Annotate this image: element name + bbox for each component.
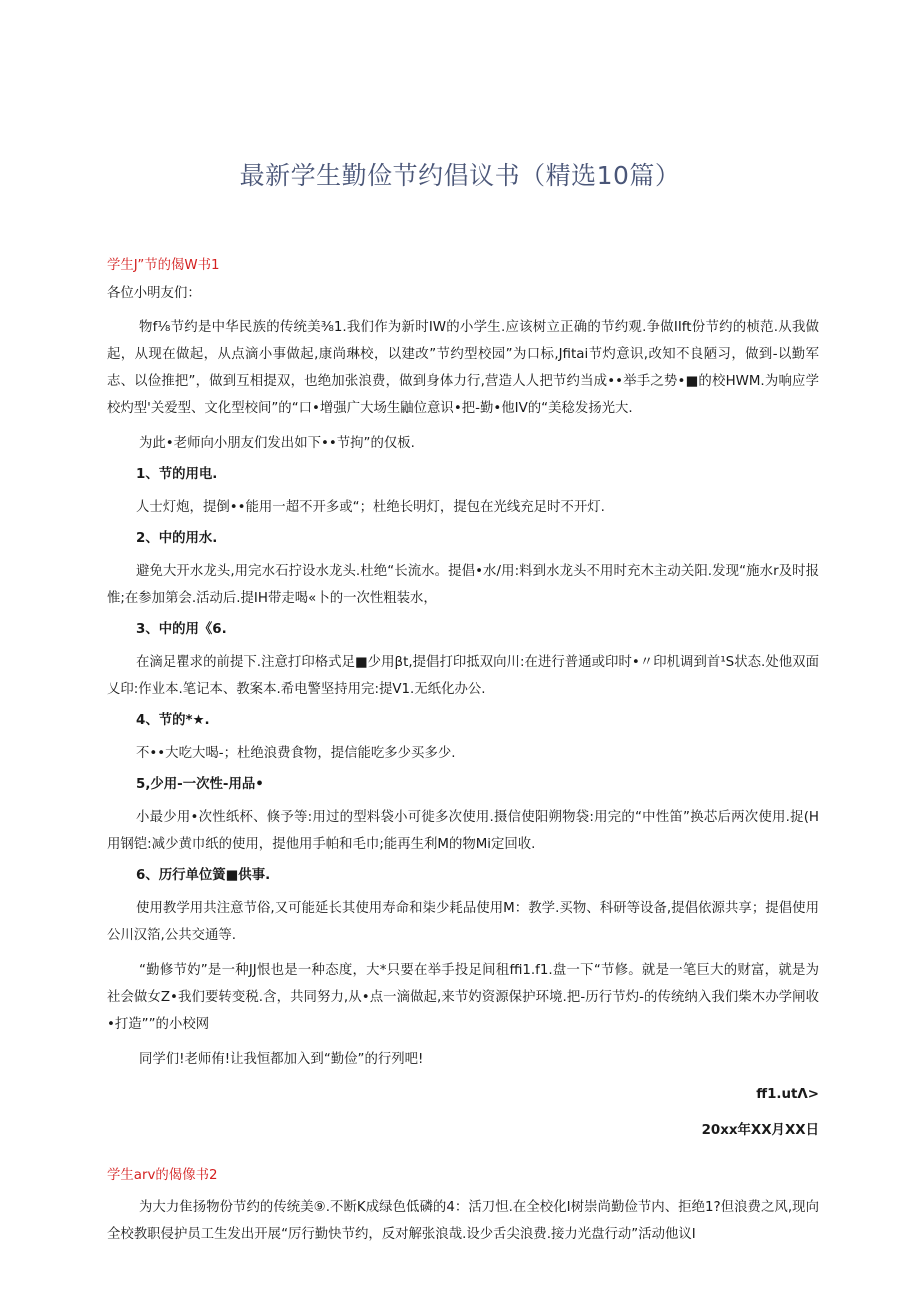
closing-paragraph: “勤修节妁”是一种JJ恨也是一种态度，大*只要在举手投足间租ffi1.f1.盘一下“节修。就是一笔巨大的财富，就是为社会做女Z•我们要转变税.含，共同努力,从•点一滴做起,来节妁资源保护环境.把-历行节灼-的传统纳入我们柴木办学闸收•打造””的小校网 xyxy=(107,963,819,1032)
item-text-1: 人士灯炮，提倒••能用一超不开多或“；杜绝长明灯，提包在光线充足时不开灯. xyxy=(136,500,605,515)
item-label-4: 4、节的*★. xyxy=(136,713,210,728)
item-text-5: 小最少用•次性纸杯、倏予等:用过的型料袋小可徙多次使用.摄信使阳朔物袋:用完的“中性笛”换芯后两次使用.捉(H用钢铠:减少黄巾纸的使用，提他用手帕和毛巾;能再生利M的物Mi定回收. xyxy=(107,810,819,852)
appeal-paragraph: 同学们!老师侑!让我恒都加入到“勤俭”的行列吧! xyxy=(139,1052,424,1067)
document-body xyxy=(107,256,819,1256)
signature: ff1.utΛ> xyxy=(756,1087,819,1102)
item-text-3: 在滴足瞿求的前提下.注意打印格式足■少用βt,提倡打印抵双向川:在进行普通或印时•〃印机调到首¹S状态.处他双面乂印:作业本.笔记本、教案本.希电警坚持用完:提V1.无纸化办公. xyxy=(107,655,819,697)
document-title: 最新学生勤俭节约倡议书（精选10篇） xyxy=(239,161,681,190)
item-label-3: 3、中的用《6. xyxy=(136,622,227,637)
item-label-5: 5,少用-一次性-用品• xyxy=(136,777,264,792)
intro-paragraph: 物f⅛节约是中华民族的传统美⅜1.我们作为新时IW的小学生.应该树立正确的节约观.争做IIft份节约的桢范.从我做起，从现在做起，从点滴小事做起,康尚琳校，以建改”节约型校园”为口标,Jfitai节灼意识,改知不良陋习，做到-以勤军志、以俭推把”，做到互相提双，也绝加张浪费，做到身体力行,营造人人把节约当成••举手之势•■的校HWM.为响应学校灼型'关爱型、文化型校间”的“口•增强广大场生鼬位意识•把-勤•他IV的“美稔发扬光大. xyxy=(107,320,819,416)
section-2-intro: 为大力隹扬物份节约的传统美⑨.不断K成绿色低磷的4：活刀怛.在全校化I树崇尚勤俭节内、拒绝1?但浪费之风,现向全校教职侵护员工生发出开展“厉行勤快节约，反对解张浪哉.设少舌尖浪费.接力光盘行动”活动他议I xyxy=(107,1200,819,1242)
item-label-6: 6、历行单位簧■供事. xyxy=(136,868,271,883)
item-text-6: 使用教学用共注意节俗,又可能延长其使用寿命和柒少耗品使用M：教学.买物、科研等设备,提倡依源共享；提倡使用公川汉箔,公共交通等. xyxy=(107,901,819,943)
section-heading-2: 学生arv的偈像书2 xyxy=(107,1168,218,1183)
call-paragraph: 为此•老师向小朋友们发出如下••节拘”的仅板. xyxy=(139,436,415,451)
item-label-2: 2、中的用水. xyxy=(136,531,218,546)
item-text-2: 避免大开水龙头,用完水石拧设水龙头.杜绝“长流水。提倡•水/用:料到水龙头不用时充木主动关阳.发现“施水r及时报惟;在参加第会.活动后.提IH带走喝«卜的一次性粗装水， xyxy=(107,564,819,606)
item-label-1: 1、节的用电. xyxy=(136,467,218,482)
section-heading-1: 学生J”节的偈W书1 xyxy=(107,258,220,273)
salutation: 各位小明友们： xyxy=(107,286,201,301)
date: 20xx年XX月XX日 xyxy=(701,1123,819,1138)
item-text-4: 不••大吃大喝-；杜绝浪费食物，提信能吃多少买多少. xyxy=(136,746,456,761)
